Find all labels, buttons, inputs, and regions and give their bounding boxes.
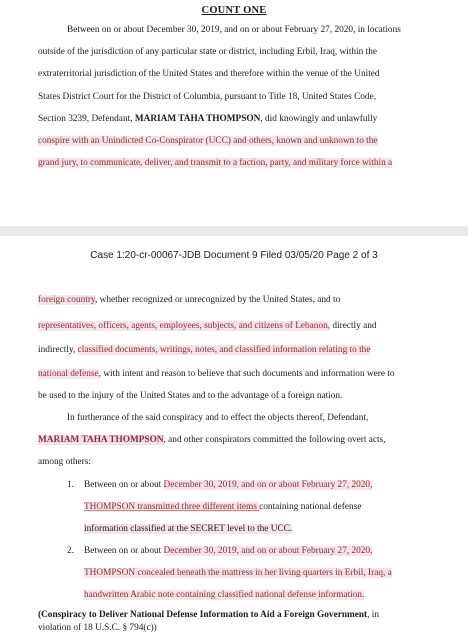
page-bottom	[0, 236, 468, 640]
text-segment: containing national defense	[259, 502, 362, 512]
text-line	[38, 294, 340, 306]
text-segment: , did knowingly and unlawfully	[260, 114, 378, 124]
text-segment: , whether recognized or unrecognized by the United States, and to	[94, 295, 341, 305]
highlighted-text: national defense	[38, 369, 99, 379]
highlighted-text: December 30, 2019, and on or about February 27, 2020,	[163, 546, 373, 556]
text-line	[84, 567, 392, 579]
highlighted-text: THOMPSON concealed beneath the mattress in her living quarters in Erbil, Iraq, a	[84, 568, 392, 578]
text-line: outside of the jurisdiction of any particular state or district, including Erbil, Iraq, within the	[38, 47, 377, 57]
text-line: violation of 18 U.S.C. § 794(c))	[38, 623, 157, 633]
defendant-name: MARIAM TAHA THOMPSON	[38, 435, 164, 445]
text-line	[84, 479, 372, 491]
text-line	[38, 609, 379, 621]
highlighted-text: grand jury, to communicate, deliver, and transmit to a faction, party, and military force within a	[38, 158, 393, 168]
text-line: In furtherance of the said conspiracy and to effect the objects thereof, Defendant,	[67, 413, 369, 423]
text-line	[38, 320, 377, 332]
text-line: extraterritorial jurisdiction of the United States and therefore within the venue of the United	[38, 69, 380, 79]
text-line	[84, 501, 361, 513]
highlighted-text: conspire with an Unindicted Co-Conspirator (UCC) and others, known and unknown to the	[38, 136, 378, 146]
item-number: 1.	[67, 480, 74, 490]
page-top	[0, 0, 468, 226]
text-segment: Between on or about	[84, 546, 164, 556]
text-line	[84, 589, 364, 601]
highlighted-text: foreign country	[38, 295, 95, 305]
highlighted-text: classified documents, writings, notes, and classified information relating to the	[77, 345, 371, 355]
count-heading: COUNT ONE	[201, 5, 267, 16]
text-segment: , in	[367, 610, 380, 620]
text-line: be used to the injury of the United States and to the advantage of a foreign nation.	[38, 391, 343, 401]
highlighted-text: handwritten Arabic note containing classified national defense information.	[84, 590, 365, 600]
text-segment: , with intent and reason to believe that such documents and information were to	[98, 369, 395, 379]
highlighted-text: information classified at the SECRET level to the UCC.	[84, 524, 293, 534]
text-line: States District Court for the District of Columbia, pursuant to Title 18, United States Code,	[38, 92, 377, 102]
text-line	[38, 344, 370, 356]
text-segment: indirectly,	[38, 345, 78, 355]
text-line	[38, 368, 395, 380]
text-line	[38, 157, 392, 169]
item-number: 2.	[67, 546, 74, 556]
case-header: Case 1:20-cr-00067-JDB Document 9 Filed 03/05/20 Page 2 of 3	[90, 250, 378, 261]
highlighted-text: THOMPSON transmitted	[84, 502, 180, 512]
text-line	[84, 545, 372, 557]
closing-citation-bold: (Conspiracy to Deliver National Defense Information to Aid a Foreign Government	[38, 610, 368, 620]
text-line: among others:	[38, 457, 91, 467]
text-segment: Section 3239, Defendant,	[38, 114, 135, 124]
text-line	[84, 523, 292, 535]
text-line	[38, 135, 378, 147]
defendant-name: MARIAM TAHA THOMPSON	[134, 114, 261, 124]
text-segment: , directly and	[327, 321, 377, 331]
text-segment: Between on or about	[84, 480, 164, 490]
highlighted-text: December 30, 2019, and on or about February 27, 2020,	[163, 480, 373, 490]
text-line	[38, 113, 377, 125]
text-line: Between on or about December 30, 2019, and on or about February 27, 2020, in locations	[67, 25, 401, 35]
text-segment: , and other conspirators committed the following overt acts,	[163, 435, 386, 445]
page-separator	[0, 226, 468, 236]
highlighted-text: three different items	[179, 502, 260, 512]
text-line	[38, 434, 386, 446]
highlighted-text: representatives, officers, agents, employees, subjects, and citizens of Lebanon	[38, 321, 328, 331]
